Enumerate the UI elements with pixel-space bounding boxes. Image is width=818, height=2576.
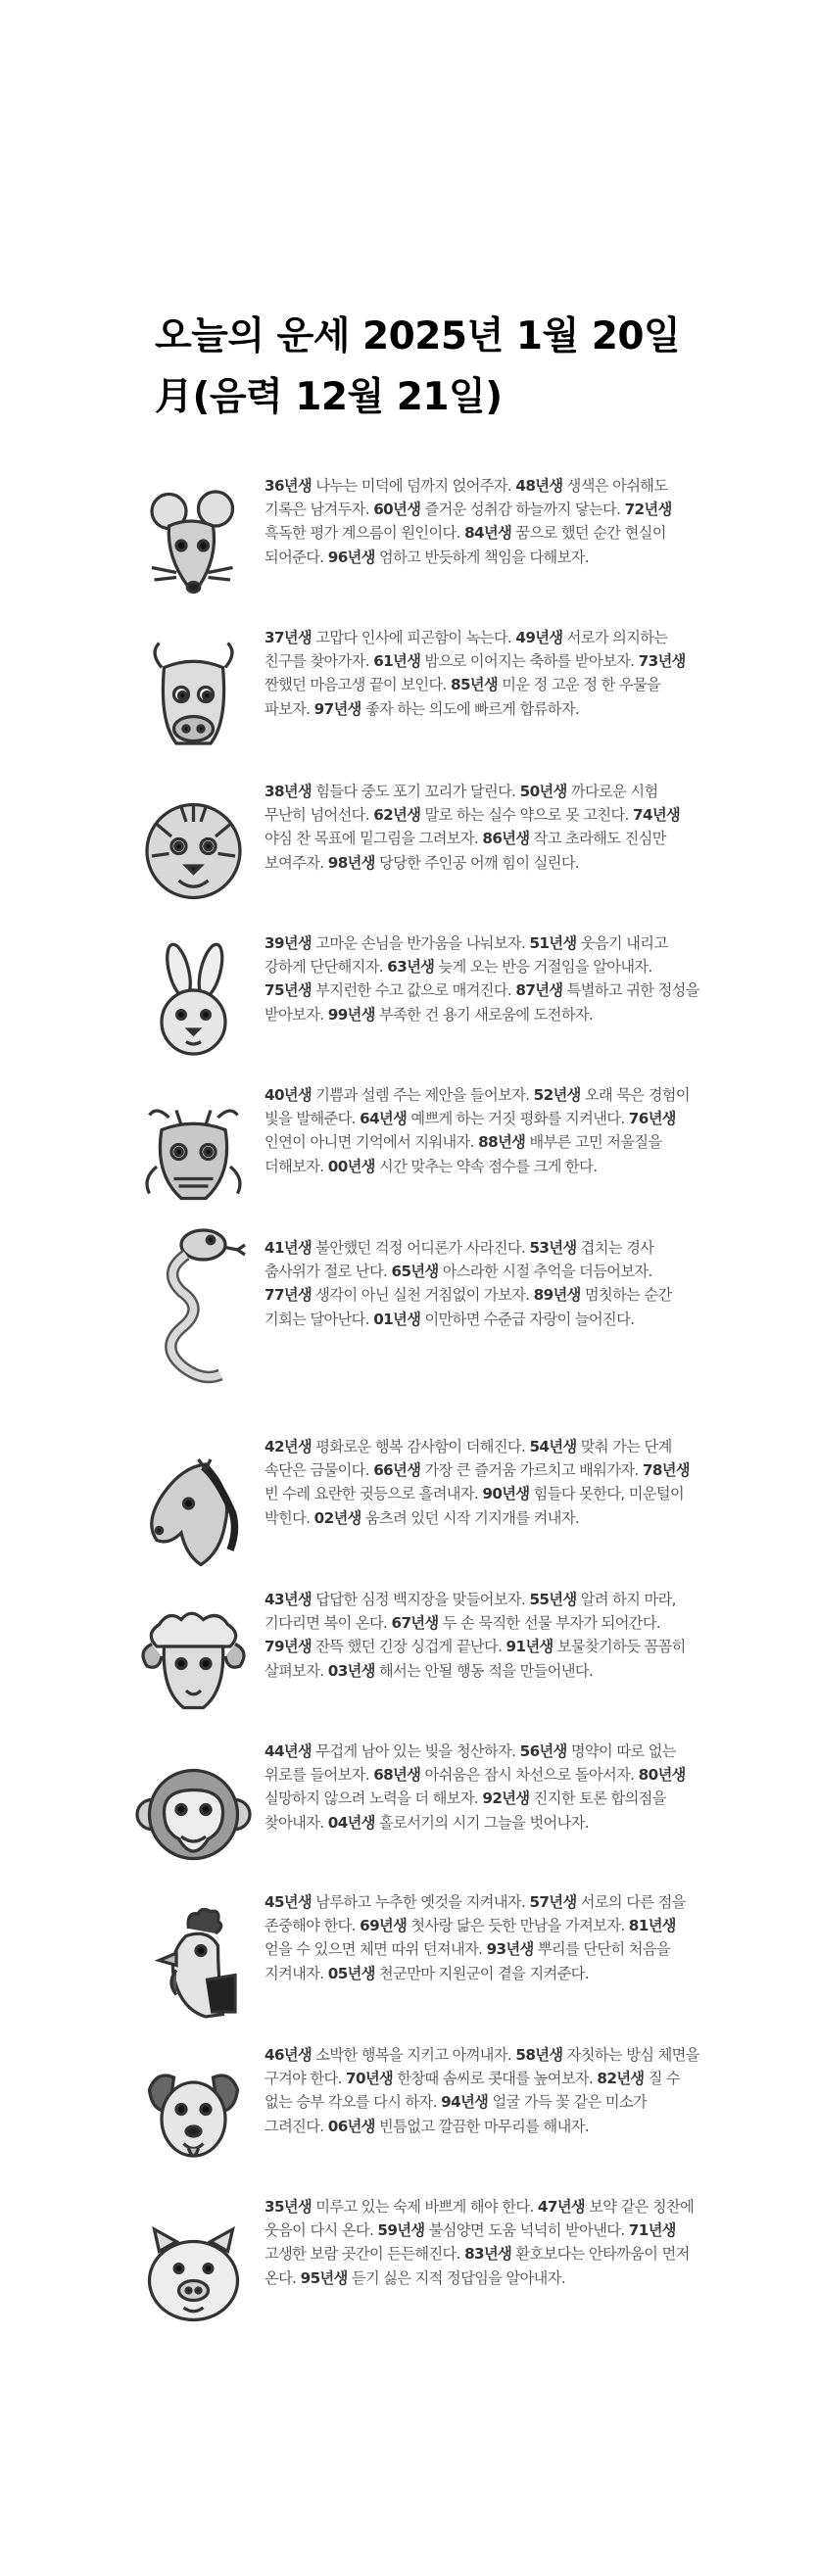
fortune-text-monkey: 44년생 무겁게 남아 있는 빚을 청산하자. 56년생 명약이 따로 없는 위로를 들어보자. 68년생 아쉬움은 잠시 차선으로 돌아서자. 80년생 실망하지 않으려 노력을 더 해보자. 92년생 진지한 토론 합의점을 찾아내자. 04년생 홀로서기의 시기 그늘을 벗어나자. [265, 1742, 686, 1832]
birth-year-label: 57년생 [529, 1893, 577, 1911]
fortune-text-dragon: 40년생 기쁨과 설렘 주는 제안을 들어보자. 52년생 오래 묵은 경험이 빛을 발해준다. 64년생 예쁘게 하는 거짓 평화를 지켜낸다. 76년생 인연이 아니면 기억에서 지워내자. 88년생 배부른 고민 저울질을 더해보자. 00년생 시간 맞추는 약속 점수를 크게 한다. [265, 1086, 690, 1175]
ox-icon [132, 636, 255, 758]
birth-year-label: 38년생 [265, 783, 313, 800]
birth-year-label: 05년생 [327, 1964, 375, 1982]
birth-year-label: 84년생 [464, 524, 512, 543]
birth-year-label: 06년생 [327, 2117, 375, 2135]
birth-year-label: 72년생 [624, 501, 672, 519]
horse-icon [132, 1455, 255, 1577]
birth-year-label: 35년생 [265, 2198, 313, 2216]
birth-year-label: 61년생 [373, 652, 421, 671]
birth-year-label: 75년생 [265, 981, 313, 1000]
fortune-text-sheep: 43년생 답답한 심정 백지장을 맞들어보자. 55년생 알려 하지 마라, 기다리면 복이 온다. 67년생 두 손 묵직한 선물 부자가 되어간다. 79년생 잔뜩 했던 긴장 싱겁게 끝난다. 91년생 보물찾기하듯 꼼꼼히 살펴보자. 03년생 해서는 안될 행동 적을 만들어낸다. [265, 1591, 686, 1680]
birth-year-label: 83년생 [464, 2245, 512, 2264]
birth-year-label: 02년생 [313, 1508, 361, 1527]
birth-year-label: 93년생 [486, 1940, 534, 1959]
birth-year-label: 58년생 [515, 2046, 563, 2064]
birth-year-label: 70년생 [346, 2070, 394, 2088]
rat-icon [132, 482, 255, 604]
birth-year-label: 96년생 [327, 548, 375, 566]
birth-year-label: 51년생 [529, 934, 577, 952]
fortune-text-pig: 35년생 미루고 있는 숙제 바쁘게 해야 한다. 47년생 보약 같은 칭찬에 웃음이 다시 온다. 59년생 불심양면 도움 넉넉히 받아낸다. 71년생 고생한 보람 곳간이 든든해진다. 83년생 환호보다는 안타까움이 먼저 온다. 95년생 듣기 싫은 지적 정답임을 알아내자. [265, 2198, 695, 2287]
birth-year-label: 99년생 [327, 1005, 375, 1024]
birth-year-label: 95년생 [300, 2268, 348, 2287]
fortune-text-rat: 36년생 나누는 미덕에 덤까지 얹어주자. 48년생 생색은 아쉬해도 기록은 남겨두자. 60년생 즐거운 성취감 하늘까지 닿는다. 72년생 흑독한 평가 계으름이 원인이다. 84년생 꿈으로 했던 순간 현실이 되어준다. 96년생 엄하고 반듯하게 책임을 다해보자. [265, 477, 672, 566]
birth-year-label: 56년생 [519, 1742, 567, 1760]
birth-year-label: 41년생 [265, 1239, 313, 1257]
birth-year-label: 03년생 [327, 1661, 375, 1680]
birth-year-label: 85년생 [451, 676, 499, 694]
birth-year-label: 49년생 [515, 629, 563, 646]
pig-icon [132, 2215, 255, 2337]
birth-year-label: 88년생 [478, 1133, 526, 1152]
birth-year-label: 40년생 [265, 1086, 313, 1104]
birth-year-label: 01년생 [373, 1310, 421, 1328]
birth-year-label: 68년생 [373, 1766, 421, 1785]
birth-year-label: 63년생 [387, 958, 435, 977]
birth-year-label: 42년생 [265, 1438, 313, 1455]
dragon-icon [132, 1093, 255, 1216]
fortune-text-rooster: 45년생 남루하고 누추한 옛것을 지켜내자. 57년생 서로의 다른 점을 존중해야 한다. 69년생 첫사랑 닮은 듯한 만남을 가져보자. 81년생 얻을 수 있으면 체면 따위 던져내자. 93년생 뿌리를 단단히 처음을 지켜내자. 05년생 천군만마 지원군이 곁을 지켜준다. [265, 1893, 686, 1982]
birth-year-label: 36년생 [265, 477, 313, 495]
birth-year-label: 81년생 [628, 1917, 676, 1935]
fortune-text-horse: 42년생 평화로운 행복 감사함이 더해진다. 54년생 맞춰 가는 단계 속단은 금물이다. 66년생 가장 큰 즐거움 가르치고 배워가자. 78년생 빈 수레 요란한 귓등으로 흘려내자. 90년생 힘들다 못한다, 미운털이 박힌다. 02년생 움츠려 있던 시작 기지개를 켜내자. [265, 1438, 690, 1527]
birth-year-label: 37년생 [265, 629, 313, 646]
birth-year-label: 92년생 [482, 1789, 530, 1808]
monkey-icon [132, 1753, 255, 1876]
fortune-text-dog: 46년생 소박한 행복을 지키고 아껴내자. 58년생 자칫하는 방심 체면을 구겨야 한다. 70년생 한창때 솜씨로 콧대를 높여보자. 82년생 질 수 없는 승부 각오를 다시 하자. 94년생 얼굴 가득 꽃 같은 미소가 그려진다. 06년생 빈틈없고 깔끔한 마무리를 해내자. [265, 2046, 699, 2135]
birth-year-label: 39년생 [265, 934, 313, 952]
birth-year-label: 82년생 [597, 2070, 645, 2088]
birth-year-label: 46년생 [265, 2046, 313, 2064]
birth-year-label: 59년생 [377, 2221, 425, 2240]
birth-year-label: 60년생 [373, 501, 421, 519]
birth-year-label: 78년생 [642, 1461, 690, 1480]
birth-year-label: 44년생 [265, 1742, 313, 1760]
birth-year-label: 80년생 [638, 1766, 686, 1785]
birth-year-label: 55년생 [529, 1591, 577, 1608]
birth-year-label: 54년생 [529, 1438, 577, 1455]
birth-year-label: 64년생 [360, 1110, 408, 1128]
birth-year-label: 45년생 [265, 1893, 313, 1911]
fortune-text-snake: 41년생 불안했던 걱정 어디론가 사라진다. 53년생 겹치는 경사 춤사위가 절로 난다. 65년생 아스라한 시절 추억을 더듬어보자. 77년생 생각이 아닌 실천 거침없이 가보자. 89년생 멈칫하는 순간 기회는 달아난다. 01년생 이만하면 수준급 자랑이 늘어진다. [265, 1239, 672, 1328]
birth-year-label: 62년생 [373, 806, 421, 825]
birth-year-label: 43년생 [265, 1591, 313, 1608]
page-title: 오늘의 운세 2025년 1월 20일 月(음력 12월 21일) [155, 314, 681, 419]
birth-year-label: 00년생 [327, 1157, 375, 1175]
rooster-icon [132, 1904, 255, 2027]
birth-year-label: 89년생 [533, 1286, 581, 1305]
rabbit-icon [132, 941, 255, 1064]
birth-year-label: 97년생 [313, 699, 361, 718]
birth-year-label: 98년생 [327, 853, 375, 872]
birth-year-label: 94년생 [441, 2093, 489, 2112]
birth-year-label: 90년생 [482, 1485, 530, 1503]
birth-year-label: 87년생 [515, 981, 563, 1000]
sheep-icon [132, 1598, 255, 1720]
birth-year-label: 77년생 [265, 1286, 313, 1305]
birth-year-label: 69년생 [360, 1917, 408, 1935]
tiger-icon [132, 787, 255, 910]
birth-year-label: 47년생 [537, 2198, 585, 2216]
snake-icon [132, 1220, 255, 1397]
birth-year-label: 91년생 [505, 1638, 553, 1656]
fortune-text-rabbit: 39년생 고마운 손님을 반가움을 나눠보자. 51년생 웃음기 내리고 강하게 단단해지자. 63년생 늦게 오는 반응 거절임을 알아내자. 75년생 부지런한 수고 값으로 매겨진다. 87년생 특별하고 귀한 정성을 받아보자. 99년생 부족한 건 용기 새로움에 도전하자. [265, 934, 699, 1024]
birth-year-label: 48년생 [515, 477, 563, 495]
birth-year-label: 71년생 [628, 2221, 676, 2240]
birth-year-label: 67년생 [391, 1614, 439, 1633]
birth-year-label: 53년생 [529, 1239, 577, 1257]
birth-year-label: 73년생 [638, 652, 686, 671]
birth-year-label: 52년생 [533, 1086, 581, 1104]
dog-icon [132, 2053, 255, 2175]
birth-year-label: 79년생 [265, 1638, 313, 1656]
birth-year-label: 74년생 [633, 806, 681, 825]
birth-year-label: 66년생 [373, 1461, 421, 1480]
birth-year-label: 50년생 [519, 783, 567, 800]
fortune-text-tiger: 38년생 힘들다 중도 포기 꼬리가 달린다. 50년생 까다로운 시험 무난히 넘어선다. 62년생 말로 하는 실수 약으로 못 고친다. 74년생 야심 찬 목표에 밑그림을 그려보자. 86년생 작고 초라해도 진심만 보여주자. 98년생 당당한 주인공 어깨 힘이 실린다. [265, 783, 681, 872]
birth-year-label: 04년생 [327, 1813, 375, 1832]
birth-year-label: 86년생 [482, 830, 530, 848]
birth-year-label: 76년생 [628, 1110, 676, 1128]
birth-year-label: 65년생 [391, 1263, 439, 1281]
fortune-text-ox: 37년생 고맙다 인사에 피곤함이 녹는다. 49년생 서로가 의지하는 친구를 찾아가자. 61년생 밤으로 이어지는 축하를 받아보자. 73년생 짠했던 마음고생 끝이 보인다. 85년생 미운 정 고운 정 한 우물을 파보자. 97년생 좋자 하는 의도에 빠르게 합류하자. [265, 629, 686, 718]
